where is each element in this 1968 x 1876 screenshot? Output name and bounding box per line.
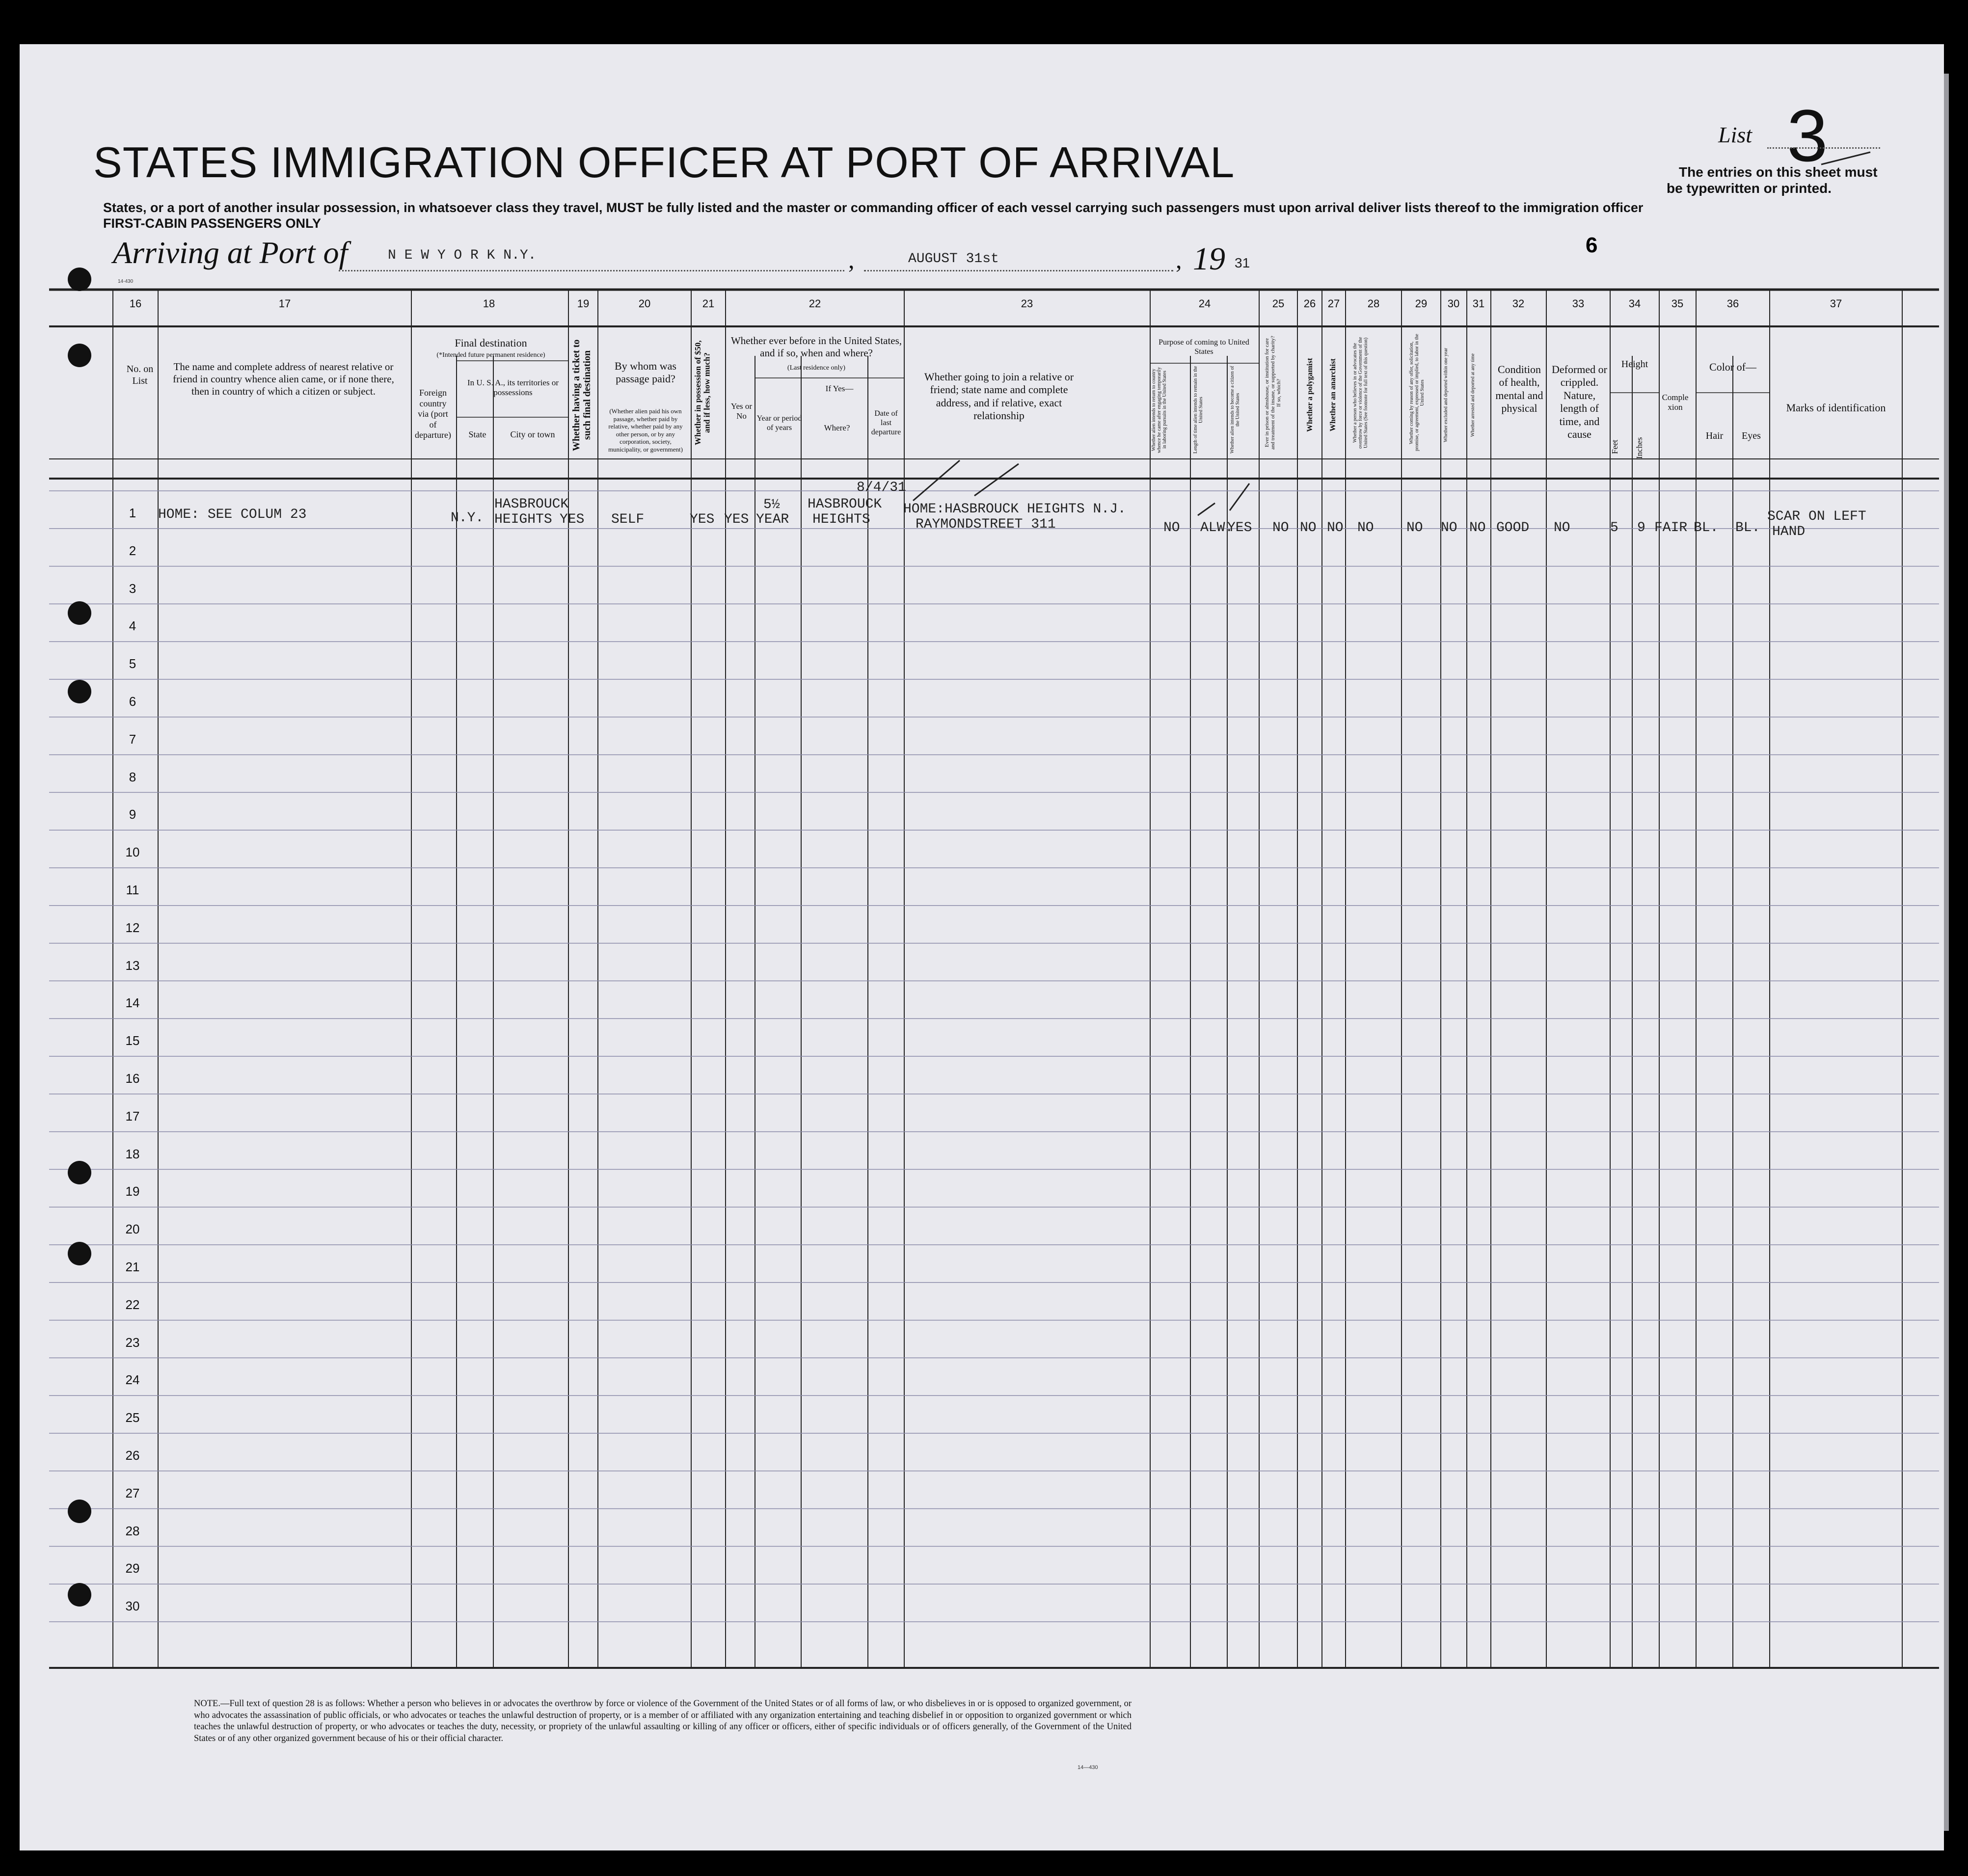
entry-deformed: NO (1554, 520, 1570, 536)
entry-ticket: YES (560, 512, 585, 527)
punch-hole (68, 1500, 91, 1523)
header-purpose-c: Whether alien intends to become a citizen of the United States (1230, 366, 1240, 454)
instruction-text: States, or a port of another insular possession, in whatsoever class they travel, MUST be fully listed and the master or commanding officer of each vessel carrying such passengers must upon arrival deliver lists thereof to the immigration officer (103, 200, 1644, 215)
column-number: 28 (1367, 297, 1380, 310)
entry-possession-50: YES (690, 512, 715, 527)
entry-anarchist: NO (1327, 520, 1344, 536)
entry-arrested: NO (1469, 520, 1486, 536)
header-arrested: Whether arrested and deported at any time (1470, 353, 1476, 437)
header-final-destination-note: (*Intended future permanent residence) (436, 351, 545, 359)
entry-feet: 5 (1610, 520, 1618, 536)
row-number: 28 (125, 1523, 140, 1538)
column-number: 30 (1447, 297, 1460, 310)
row-number: 29 (125, 1561, 140, 1576)
list-label: List (1718, 122, 1752, 147)
check-mark (974, 464, 1019, 496)
header-state: State (468, 429, 486, 439)
column-number: 32 (1512, 297, 1525, 310)
entry-period: 5½ (763, 497, 780, 512)
entry-return-intent: NO (1163, 520, 1180, 536)
port-value: N E W Y O R K N.Y. (388, 248, 537, 263)
entry-inches: 9 (1637, 520, 1645, 536)
punch-hole (68, 680, 91, 703)
column-number: 26 (1303, 297, 1316, 310)
row-number: 6 (129, 694, 136, 709)
column-number: 16 (129, 297, 142, 310)
punch-hole (68, 1161, 91, 1184)
row-number: 13 (125, 958, 140, 973)
header-ever-before-note: (Last residence only) (787, 364, 846, 372)
header-where: Where? (824, 423, 850, 432)
row-number: 19 (125, 1184, 140, 1199)
page-title: STATES IMMIGRATION OFFICER AT PORT OF ARRIVAL (93, 138, 1235, 187)
header-possession-50: Whether in possession of $50, and if less, how much? (693, 340, 712, 445)
column-number: 36 (1726, 297, 1739, 310)
header-condition-health: Condition of health, mental and physical (1495, 363, 1543, 415)
header-year-period: Year or period of years (756, 414, 802, 432)
header-purpose: Purpose of coming to United States (1159, 338, 1249, 356)
header-marks: Marks of identification (1786, 402, 1886, 414)
header-eyes: Eyes (1742, 430, 1761, 441)
column-number: 29 (1415, 297, 1428, 310)
row-number: 14 (125, 995, 140, 1011)
header-complexion: Complexion (1662, 393, 1689, 412)
header-hair: Hair (1705, 430, 1724, 441)
strike-mark (1821, 152, 1870, 164)
row-number: 11 (126, 883, 139, 897)
row-number: 1 (129, 506, 136, 520)
punch-hole (68, 268, 91, 291)
date-value: AUGUST 31st (908, 251, 999, 267)
check-mark (1230, 483, 1249, 510)
entry-marks-1: SCAR ON LEFT (1767, 509, 1866, 524)
row-number: 2 (129, 543, 136, 558)
entry-period-unit: YEAR (756, 512, 789, 527)
column-number: 37 (1830, 297, 1842, 310)
header-prison: Ever in prison or almshouse, or institution for care and treatment of the insane, or supported by charity? If so, which? (1264, 336, 1282, 450)
entry-coming-offer: NO (1406, 520, 1423, 536)
header-purpose-a: Whether alien intends to return to country whence he came after engaging temporarily in laboring pursuits in the United States (1151, 367, 1167, 453)
column-number: 19 (577, 297, 590, 310)
entry-where-2: HEIGHTS (812, 512, 870, 527)
row-number: 24 (125, 1372, 140, 1388)
row-number: 3 (129, 581, 136, 596)
column-number: 34 (1628, 297, 1641, 310)
row-number: 4 (129, 618, 136, 634)
check-mark (1198, 503, 1215, 515)
year-prefix: 19 (1193, 241, 1225, 277)
row-number: 10 (125, 845, 140, 860)
header-feet: Feet (1610, 439, 1619, 454)
header-foreign-country: Foreign country via (port of departure) (415, 388, 451, 440)
class-line: FIRST-CABIN PASSENGERS ONLY (103, 216, 322, 231)
row-number: 16 (125, 1071, 140, 1086)
entry-state: N.Y. (451, 510, 484, 526)
column-number: 27 (1327, 297, 1340, 310)
header-in-usa: In U. S. A., its territories or possessions (467, 378, 559, 398)
row-number: 30 (125, 1599, 140, 1614)
punch-hole (68, 344, 91, 367)
row-number: 8 (129, 769, 136, 784)
header-inches: Inches (1635, 437, 1644, 459)
column-number: 33 (1572, 297, 1585, 310)
entry-excluded: NO (1441, 520, 1457, 536)
column-number: 20 (638, 297, 651, 310)
row-number: 21 (125, 1260, 140, 1274)
row-number: 20 (125, 1222, 140, 1237)
column-number: 24 (1198, 297, 1211, 310)
header-coming-offer: Whether coming by reason of any offer, solicitation, promise, or agreement, expressed or implied, to labor in the United States (1409, 334, 1425, 452)
row-number: 25 (125, 1410, 140, 1425)
header-ever-before: Whether ever before in the United States, and if so, when and where? (730, 335, 902, 359)
header-purpose-b: Length of time alien intends to remain in the United States (1193, 366, 1204, 454)
punch-hole (68, 1583, 91, 1607)
entry-ever-before: YES (724, 512, 749, 527)
header-final-destination: Final destination (455, 337, 527, 349)
row-number: 7 (129, 731, 136, 747)
entry-relative-address: HOME: SEE COLUM 23 (158, 507, 307, 522)
column-number: 25 (1272, 297, 1285, 310)
entry-health: GOOD (1496, 520, 1530, 536)
check-mark (913, 460, 960, 501)
row-number: 22 (125, 1297, 140, 1312)
header-anarchist: Whether an anarchist (1329, 358, 1337, 432)
header-no-on-list: No. on List (126, 364, 154, 386)
header-polygamist: Whether a polygamist (1306, 358, 1314, 432)
header-deformed: Deformed or crippled. Nature, length of time, and cause (1551, 363, 1607, 440)
header-height: Height (1621, 359, 1648, 370)
list-number: 3 (1787, 94, 1828, 177)
row-number: 18 (125, 1146, 140, 1161)
entry-departure-date: 8/4/31 (857, 480, 906, 495)
entries-note-1: The entries on this sheet must (1679, 164, 1878, 180)
footnote: NOTE.—Full text of question 28 is as follows: Whether a person who believes in or advocates the overthrow by force or violence of the Government of the United States or of all forms of law, or who disbelieves in or is opposed to organized government, or who advocates the assassination of public officials, or who advocates or teaches the unlawful destruction of property, or is a member of or affiliated with any organization entertaining and teaching disbelief in or opposition to organized government or which teaches the unlawful destruction of property, or who advocates or teaches the duty, necessity, or propriety of the unlawful assaulting or killing of any officer or officers, either of specific individuals or of officers generally, of the Government of the United States or of any other organized government because of his or their official character. (194, 1699, 1132, 1744)
row-number: 27 (125, 1485, 140, 1501)
entry-marks-2: HAND (1772, 524, 1806, 539)
row-number: 17 (125, 1108, 140, 1124)
entry-city-2: HEIGHTS (494, 512, 552, 527)
header-overthrow: Whether a person who believes in or advocates the overthrow by force or violence of the Government of the United States (See footnote for full text of this question) (1352, 337, 1369, 449)
header-excluded: Whether excluded and deported within one year (1443, 348, 1449, 443)
row-number: 5 (129, 656, 136, 671)
column-number: 31 (1472, 297, 1485, 310)
entry-overthrow: NO (1357, 520, 1374, 536)
column-number: 23 (1021, 297, 1033, 310)
entries-note-2: be typewritten or printed. (1667, 181, 1832, 196)
entry-complexion: FAIR (1654, 520, 1688, 536)
arriving-label: Arriving at Port of (113, 235, 348, 270)
entry-joining-2: RAYMONDSTREET 311 (916, 517, 1056, 532)
sheet-number: 6 (1586, 233, 1598, 257)
header-color-of: Color of— (1709, 361, 1756, 373)
header-passage-paid: By whom was passage paid? (615, 360, 676, 385)
header-relative-address: The name and complete address of nearest relative or friend in country whence alien came, or if none there, then in country of which a citizen or subject. (173, 361, 394, 398)
form-code-top: 14-430 (118, 279, 134, 284)
entry-polygamist: NO (1300, 520, 1317, 536)
row-number: 12 (125, 920, 140, 935)
punch-hole (68, 1242, 91, 1265)
header-date-departure: Date of last departure (871, 409, 901, 437)
column-number: 35 (1671, 297, 1684, 310)
header-if-yes: If Yes— (825, 384, 854, 393)
punch-hole (68, 601, 91, 625)
comma-2: , (1176, 246, 1182, 273)
entry-city-1: HASBROUCK (494, 497, 569, 512)
row-number: 9 (129, 807, 136, 822)
form-code: 14—430 (1078, 1765, 1098, 1770)
header-joining-relative: Whether going to join a relative or friend; state name and complete address, and if relative, exact relationship (924, 371, 1074, 422)
row-number: 23 (125, 1335, 140, 1350)
entry-eyes: BL. (1735, 520, 1760, 536)
row-number: 15 (125, 1033, 140, 1048)
column-number: 22 (809, 297, 821, 310)
entry-where-1: HASBROUCK (808, 497, 882, 512)
entry-length-stay: ALW. (1200, 520, 1234, 536)
entry-become-citizen: YES (1227, 520, 1252, 536)
column-number: 17 (278, 297, 291, 310)
row-number: 26 (125, 1448, 140, 1463)
header-ticket: Whether having a ticket to such final destination (571, 339, 593, 451)
comma: , (848, 246, 855, 273)
column-number: 21 (702, 297, 715, 310)
header-city: City or town (510, 429, 555, 439)
entry-hair: BL. (1694, 520, 1719, 536)
header-passage-paid-note: (Whether alien paid his own passage, whether paid by relative, whether paid by any other person, or by any corporation, society, municipality, or government) (608, 407, 683, 453)
entry-joining-1: HOME:HASBROUCK HEIGHTS N.J. (903, 502, 1126, 517)
header-yes-no: Yes or No (730, 402, 753, 421)
year-suffix: 31 (1235, 255, 1250, 270)
column-number: 18 (483, 297, 495, 310)
entry-prison: NO (1272, 520, 1289, 536)
entry-passage-paid: SELF (611, 512, 645, 527)
